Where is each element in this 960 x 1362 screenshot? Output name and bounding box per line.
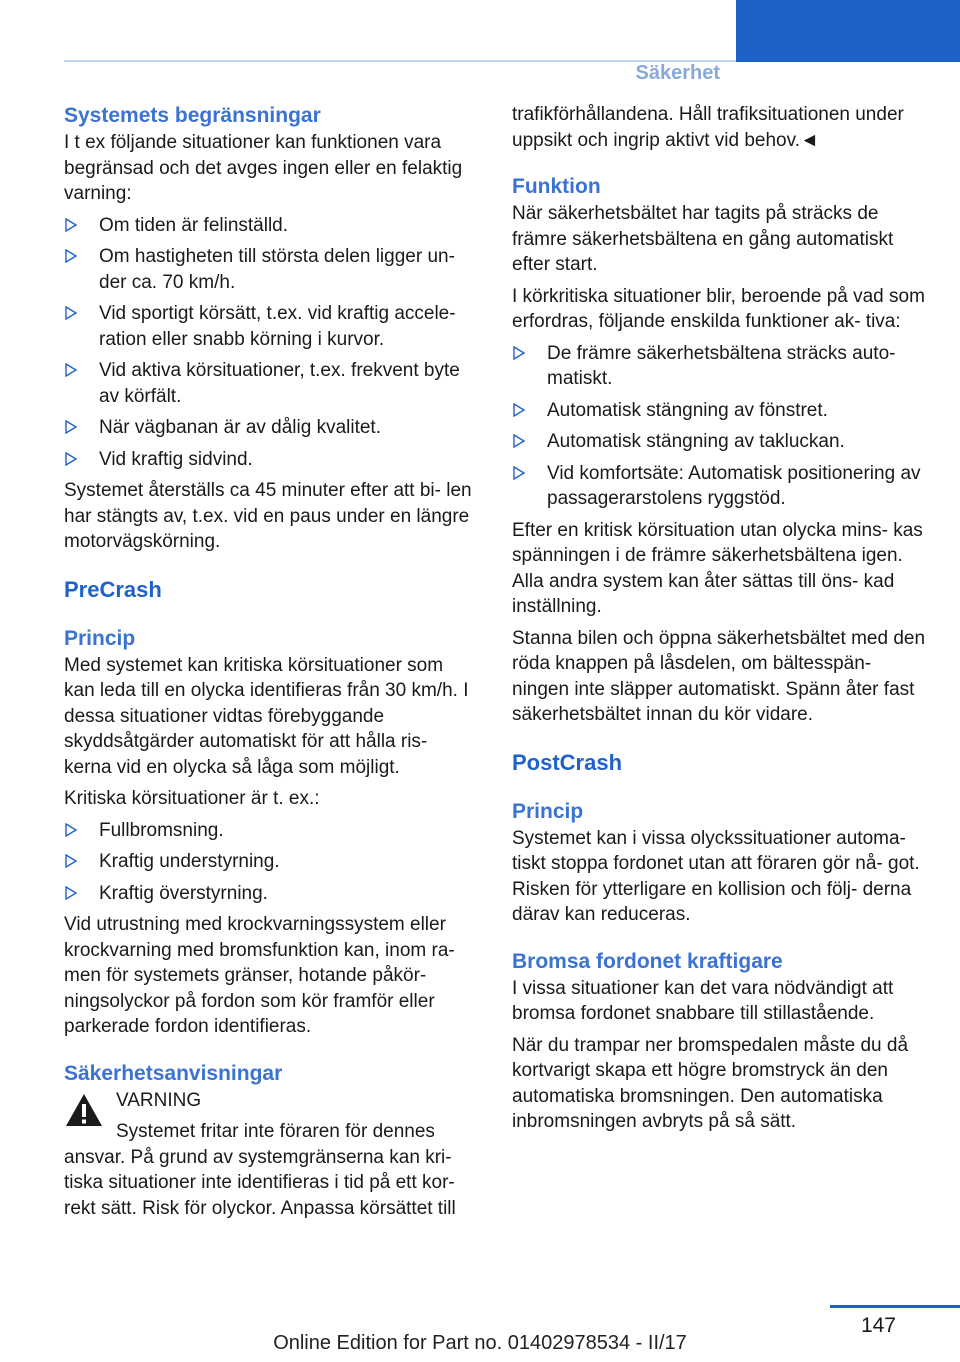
princip-heading: Princip	[512, 799, 584, 823]
stop-text: Stanna bilen och öppna säkerhetsbältet med den röda knappen på låsdelen, om bältesspän- ningen inte släpper automatiskt. Spänn åter fast säkerhetsbältet innan du kör vidare.	[512, 627, 926, 725]
triangle-right-outline-icon	[64, 854, 78, 868]
princip-text: Med systemet kan kritiska körsituationer som kan leda till en olycka identifieras från 30 km/h. I dessa situationer vidtas förebyggande skyddsåtgärder automatiskt för att hålla ris- kerna vid en olycka så låga som möjligt.	[64, 654, 469, 778]
list-item	[64, 244, 478, 295]
list-item-text: Om tiden är felinställd.	[99, 214, 289, 236]
list-item-text: Vid komfortsäte: Automatisk positionering av passagerarstolens ryggstöd.	[547, 462, 921, 509]
list-item-text: Automatisk stängning av takluckan.	[547, 431, 845, 452]
funktion-text-2: I körkritiska situationer blir, beroende på vad som erfordras, följande enskilda funktioner ak- tiva:	[512, 285, 925, 332]
list-item-text: Fullbromsning.	[99, 819, 224, 841]
triangle-right-outline-icon	[64, 452, 78, 466]
triangle-right-outline-icon	[512, 466, 526, 480]
after-critical-text: Efter en kritisk körsituation utan olycka mins- kas spänningen i de främre säkerhetsbältena igen. Alla andra system kan åter sättas till öns- kad inställning.	[512, 519, 923, 617]
triangle-right-outline-icon	[64, 363, 78, 377]
list-item-text: De främre säkerhetsbältena sträcks auto- matiskt.	[547, 342, 896, 389]
safety-heading: Säkerhetsanvisningar	[64, 1061, 283, 1085]
funktion-list	[512, 341, 926, 512]
warning-line1: Systemet fritar inte föraren för dennes	[116, 1121, 435, 1142]
triangle-right-outline-icon	[64, 218, 78, 232]
list-item-text: Kraftig understyrning.	[99, 851, 280, 872]
page-number: 147	[860, 1314, 896, 1337]
right-column	[512, 102, 926, 1135]
funktion-text-1: När säkerhetsbältet har tagits på sträcks de främre säkerhetsbältena en gång automatiskt efter start.	[512, 203, 894, 275]
limits-heading: Systemets begränsningar	[64, 104, 321, 127]
page-number-rule	[830, 1305, 960, 1308]
princip-heading: Princip	[64, 626, 136, 650]
continuation-text: trafikförhållandena. Håll trafiksituationen under uppsikt och ingrip aktivt vid behov.◄	[512, 104, 904, 151]
list-item	[64, 818, 478, 844]
triangle-right-outline-icon	[64, 886, 78, 900]
warning-block	[64, 1088, 478, 1222]
list-item	[512, 429, 926, 455]
tab-chapter[interactable]: Instrument	[736, 0, 960, 62]
edition-footer: Online Edition for Part no. 01402978534 - II/17	[273, 1332, 687, 1354]
triangle-right-outline-icon	[64, 823, 78, 837]
tab-section[interactable]: Säkerhet	[614, 0, 737, 62]
warning-title: VARNING	[116, 1089, 202, 1111]
list-item-text: Vid sportigt körsätt, t.ex. vid kraftig accele- ration eller snabb körning i kurvor.	[99, 303, 456, 350]
list-item-text: Vid kraftig sidvind.	[99, 448, 253, 470]
critical-intro: Kritiska körsituationer är t. ex.:	[64, 788, 320, 809]
list-item-text: Om hastigheten till största delen ligger un- der ca. 70 km/h.	[99, 246, 455, 293]
triangle-right-outline-icon	[512, 434, 526, 448]
postcrash-text: Systemet kan i vissa olyckssituationer automa- tiskt stoppa fordonet utan att föraren gör nå- got. Risken för ytterligare en kollision och följ- derna därav kan reduceras.	[512, 827, 920, 925]
list-item	[512, 341, 926, 392]
list-item	[64, 358, 478, 409]
chapter-tabs	[614, 0, 960, 84]
list-item	[64, 881, 478, 907]
list-item	[64, 415, 478, 441]
limits-intro: I t ex följande situationer kan funktionen vara begränsad och det avges ingen eller en felaktig varning:	[64, 132, 463, 204]
triangle-right-outline-icon	[64, 249, 78, 263]
brake-text-1: I vissa situationer kan det vara nödvändigt att bromsa fordonet snabbare till stillastående.	[512, 977, 894, 1024]
warning-text: ansvar. På grund av systemgränserna kan kri- tiska situationer inte identifieras i tid på ett kor- rekt sätt. Risk för olyckor. Anpassa körsättet till	[64, 1146, 456, 1219]
limits-outro: Systemet återställs ca 45 minuter efter att bi- len har stängts av, t.ex. vid en paus under en längre motorvägskörning.	[64, 480, 472, 552]
triangle-right-outline-icon	[512, 346, 526, 360]
header-rule	[64, 60, 736, 62]
brake-text-2: När du trampar ner bromspedalen måste du då kortvarigt skapa ett högre bromstryck än den automatiska bromsningen. Den automatiska inbromsningen avbryts på så sätt.	[512, 1034, 909, 1132]
critical-list	[64, 818, 478, 907]
triangle-right-outline-icon	[512, 403, 526, 417]
list-item-text: Vid aktiva körsituationer, t.ex. frekvent byte av körfält.	[99, 360, 460, 407]
brake-heading: Bromsa fordonet kraftigare	[512, 949, 783, 973]
list-item	[64, 849, 478, 875]
list-item	[512, 398, 926, 424]
list-item-text: När vägbanan är av dålig kvalitet.	[99, 417, 381, 438]
list-item	[64, 447, 478, 473]
triangle-right-outline-icon	[64, 306, 78, 320]
left-column	[64, 102, 478, 1221]
limits-list	[64, 213, 478, 473]
list-item	[64, 301, 478, 352]
funktion-heading: Funktion	[512, 175, 601, 198]
list-item-text: Kraftig överstyrning.	[99, 882, 268, 904]
postcrash-heading: PostCrash	[512, 749, 623, 775]
list-item	[64, 213, 478, 239]
list-item-text: Automatisk stängning av fönstret.	[547, 399, 828, 421]
precrash-heading: PreCrash	[64, 576, 162, 602]
crash-warning-text: Vid utrustning med krockvarningssystem eller krockvarning med bromsfunktion kan, inom ra- men för systemets gränser, hotande påkör- ningsolyckor på fordon som kör framför eller parkerade fordon identifieras.	[64, 914, 455, 1037]
triangle-right-outline-icon	[64, 420, 78, 434]
warning-triangle-icon	[64, 1092, 104, 1128]
list-item	[512, 461, 926, 512]
